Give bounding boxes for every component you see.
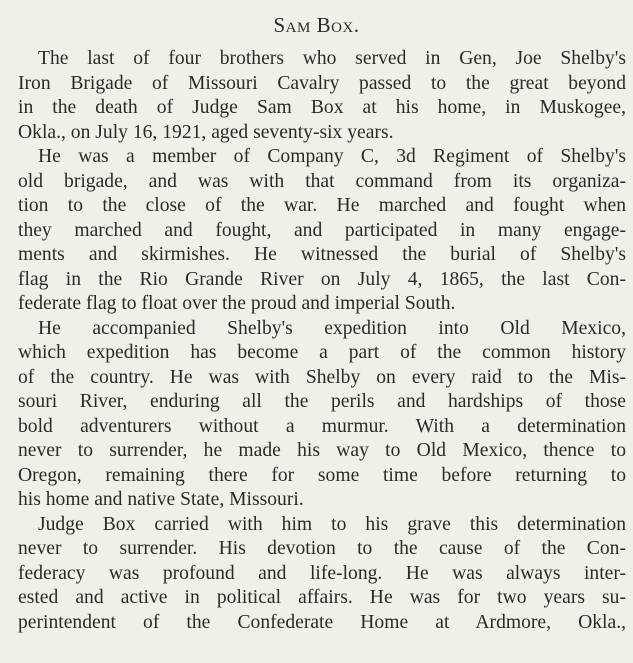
text-line: federate flag to float over the proud and imperial South. [18, 293, 456, 314]
text-line: Okla., on July 16, 1921, aged seventy-six years. [18, 121, 394, 143]
text-line: they marched and fought, and participated in many engage- [18, 219, 626, 241]
text-line: perintendent of the Confederate Home at Ardmore, Okla., [18, 611, 626, 633]
text-line: federacy was profound and life-long. He was always inter- [18, 562, 626, 584]
text-line: old brigade, and was with that command from its organiza- [18, 170, 626, 192]
text-line: He was a member of Company C, 3d Regiment of Shelby's [38, 146, 626, 167]
text-line: ments and skirmishes. He witnessed the burial of Shelby's [18, 244, 626, 265]
text-line: Iron Brigade of Missouri Cavalry passed to the great beyond [18, 72, 626, 94]
text-line: flag in the Rio Grande River on July 4, 1865, the last Con- [18, 268, 626, 290]
text-line: Oregon, remaining there for some time before returning to [18, 464, 626, 486]
text-line: bold adventurers without a murmur. With a determination [18, 415, 626, 437]
text-line: never to surrender, he made his way to Old Mexico, thence to [18, 440, 626, 461]
article-title: Sam Box. [273, 13, 360, 37]
text-line: tion to the close of the war. He marched and fought when [18, 195, 626, 216]
text-line: ested and active in political affairs. He was for two years su- [18, 587, 626, 608]
text-line: The last of four brothers who served in Gen, Joe Shelby's [38, 48, 626, 69]
text-line: never to surrender. His devotion to the cause of the Con- [18, 538, 626, 559]
text-line: which expedition has become a part of the common history [18, 342, 626, 363]
text-line: Judge Box carried with him to his grave this determination [38, 513, 626, 535]
text-line: souri River, enduring all the perils and hardships of those [18, 391, 626, 412]
text-line: his home and native State, Missouri. [18, 489, 304, 510]
text-line: in the death of Judge Sam Box at his home, in Muskogee, [18, 97, 626, 118]
article-body [18, 47, 626, 635]
text-line: He accompanied Shelby's expedition into Old Mexico, [38, 317, 626, 339]
text-line: of the country. He was with Shelby on every raid to the Mis- [18, 366, 626, 388]
